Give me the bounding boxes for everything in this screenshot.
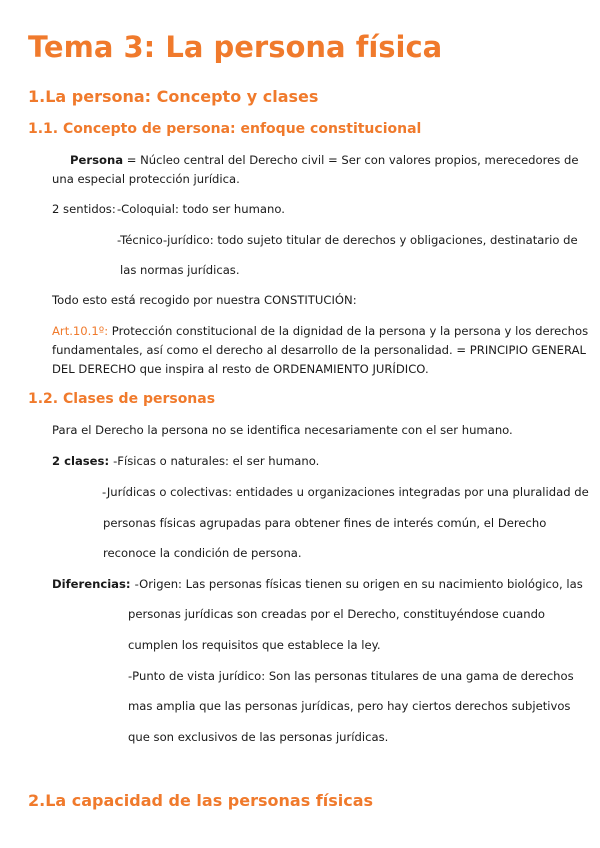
page-title: Tema 3: La persona física <box>28 30 443 64</box>
persona-term: Persona <box>70 153 124 167</box>
sentidos-label: 2 sentidos: <box>52 202 116 216</box>
clases-label: 2 clases: <box>52 454 114 468</box>
subsection-1-1-heading: 1.1. Concepto de persona: enfoque constitucional <box>28 121 422 137</box>
persona-definition-line-2: una especial protección jurídica. <box>52 172 240 186</box>
article-line-1 <box>52 322 588 342</box>
clase-fisicas: -Físicas o naturales: el ser humano. <box>113 454 320 468</box>
clase-juridicas-line-2: personas físicas agrupadas para obtener fines de interés común, el Derecho <box>103 516 547 530</box>
diferencia-juridico-line-2: mas amplia que las personas jurídicas, pero hay ciertos derechos subjetivos <box>128 699 571 713</box>
diferencia-juridico-line-1: -Punto de vista jurídico: Son las personas titulares de una gama de derechos <box>128 669 574 683</box>
sentido-tecnico-line-1: -Técnico-jurídico: todo sujeto titular de derechos y obligaciones, destinatario de <box>117 233 578 247</box>
diferencias-label: Diferencias: <box>52 577 135 591</box>
persona-definition-text: = Núcleo central del Derecho civil = Ser con valores propios, merecedores de <box>123 153 579 167</box>
diferencia-juridico-line-3: que son exclusivos de las personas jurídicas. <box>128 730 389 744</box>
persona-definition-line-1 <box>70 151 578 171</box>
constitucion-note: Todo esto está recogido por nuestra CONSTITUCIÓN: <box>52 293 357 307</box>
article-reference: Art.10.1º: <box>52 324 109 338</box>
section-2-heading: 2.La capacidad de las personas físicas <box>28 791 374 810</box>
section-1-heading: 1.La persona: Concepto y clases <box>28 87 319 106</box>
diferencia-origen: -Origen: Las personas físicas tienen su origen en su nacimiento biológico, las <box>134 577 583 591</box>
sentido-tecnico-line-2: las normas jurídicas. <box>120 263 240 277</box>
clases-intro: Para el Derecho la persona no se identifica necesariamente con el ser humano. <box>52 423 513 437</box>
diferencia-origen-line-2: personas jurídicas son creadas por el Derecho, constituyéndose cuando <box>128 607 546 621</box>
article-text: Protección constitucional de la dignidad de la persona y la persona y los derechos <box>108 324 589 338</box>
clase-juridicas-line-3: reconoce la condición de persona. <box>103 546 302 560</box>
subsection-1-2-heading: 1.2. Clases de personas <box>28 391 216 407</box>
article-line-2: fundamentales, así como el derecho al desarrollo de la personalidad. = PRINCIPIO GENERAL <box>52 343 586 357</box>
sentido-coloquial: -Coloquial: todo ser humano. <box>117 202 285 216</box>
clases-line-1 <box>52 452 319 472</box>
diferencias-line-1 <box>52 575 583 595</box>
clase-juridicas-line-1: -Jurídicas o colectivas: entidades u organizaciones integradas por una pluralidad de <box>102 485 589 499</box>
diferencia-origen-line-3: cumplen los requisitos que establece la ley. <box>128 638 381 652</box>
article-line-3: DEL DERECHO que inspira al resto de ORDENAMIENTO JURÍDICO. <box>52 362 429 376</box>
